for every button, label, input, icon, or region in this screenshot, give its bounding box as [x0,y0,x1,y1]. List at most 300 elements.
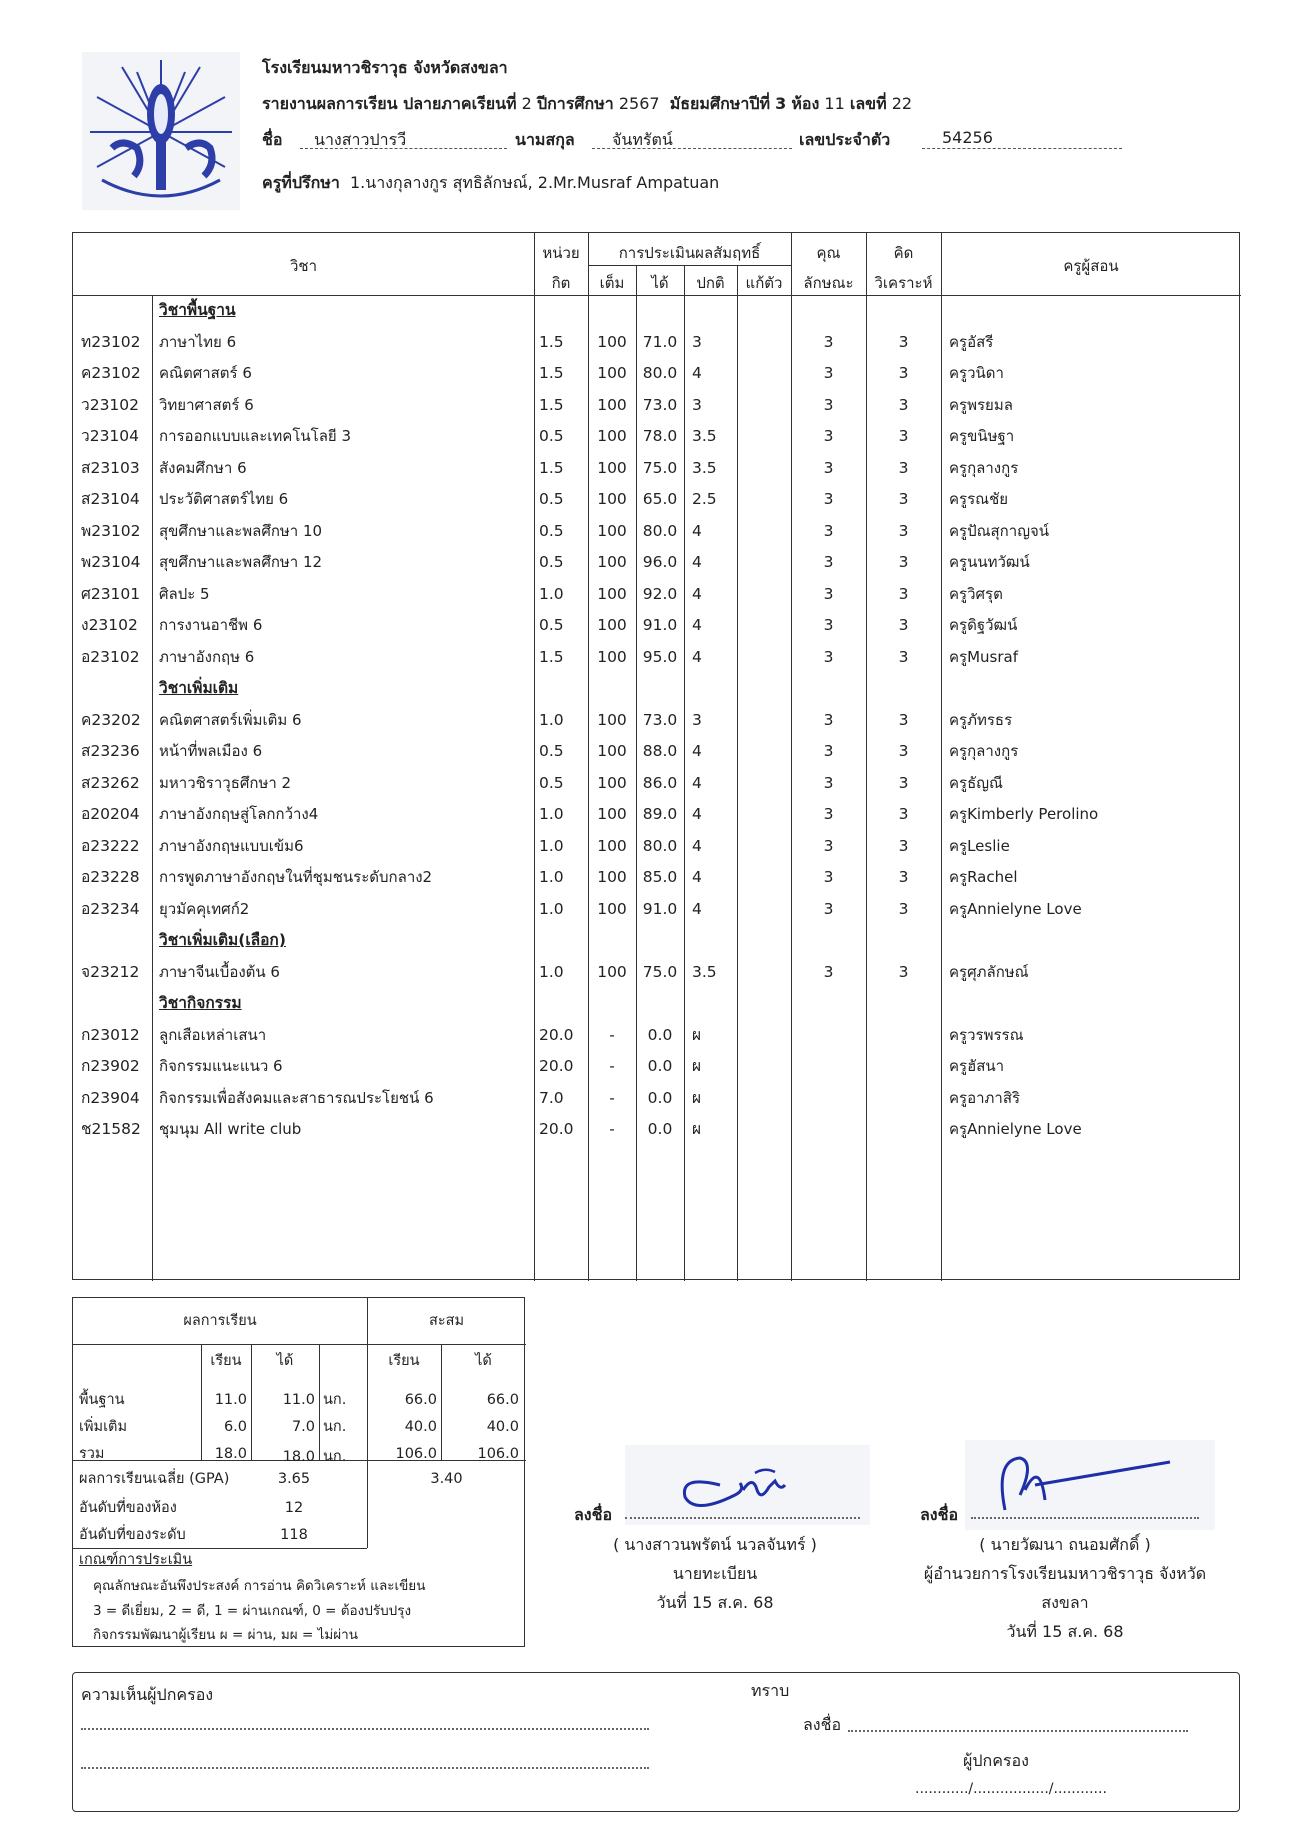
character-score: 3 [823,868,834,886]
character-score: 3 [823,395,834,414]
normal-grade: 4 [692,805,702,823]
number-value: 22 [891,94,913,113]
subject-code: พ23104 [81,553,141,571]
full-score: 100 [597,773,627,792]
summary-row-label: พื้นฐาน [79,1392,125,1408]
full-score: 100 [597,647,627,666]
character-score: 3 [823,332,834,351]
got-header: ได้ [276,1353,294,1369]
got-score: 75.0 [642,962,678,981]
teacher-name: ครูAnnielyne Love [949,899,1082,918]
normal-grade: 4 [692,616,702,634]
student-id: 54256 [942,128,993,147]
summary-acc-study: 106.0 [395,1446,437,1462]
summary-study: 18.0 [214,1446,247,1462]
subject-code: ส23236 [81,742,140,760]
teacher-name: ครูธัญณี [949,773,1003,792]
character-score: 3 [823,458,834,477]
full-score: 100 [597,553,627,571]
teacher-name: ครูกุลางกูร [949,742,1019,760]
year-value: 2567 [618,94,660,113]
full-score: 100 [597,899,627,918]
parent-sign-dots [848,1730,1188,1732]
header-assessment: การประเมินผลสัมฤทธิ์ [618,244,761,262]
normal-grade: 2.5 [692,490,717,508]
got-score: 0.0 [647,1057,673,1075]
parent-sign-label: ลงชื่อ [803,1715,842,1734]
credit-value: 0.5 [539,490,564,508]
summary-study: 11.0 [214,1392,247,1408]
criteria-line-2: 3 = ดีเยี่ยม, 2 = ดี, 1 = ผ่านเกณฑ์, 0 = ต้องปรับปรุง [93,1603,412,1619]
student-name: นางสาวปารวี [314,130,407,149]
thinking-score: 3 [898,868,909,886]
credit-value: 0.5 [539,773,564,792]
summary-unit: นก. [323,1449,347,1465]
thinking-score: 3 [898,395,909,414]
full-score: 100 [597,962,627,981]
full-score: - [609,1025,615,1044]
student-surname: จันทรัตน์ [612,130,673,149]
subject-code: อ23222 [81,836,140,855]
teacher-name: ครูภัทรธร [949,710,1013,729]
parent-date-blank: ............/................./............ [915,1781,1107,1797]
subject-code: ท23102 [81,332,141,351]
subject-code: ก23012 [81,1025,140,1044]
full-score: 100 [597,710,627,729]
full-score: 100 [597,364,627,382]
advisor-label: ครูที่ปรึกษา [262,173,340,192]
teacher-name: ครูวรพรรณ [949,1025,1024,1044]
teacher-name: ครูฮัสนา [949,1057,1005,1075]
subject-name: ภาษาอังกฤษสู่โลกกว้าง4 [159,805,319,823]
got-score: 89.0 [642,805,678,823]
credit-value: 0.5 [539,553,564,571]
subject-name: ภาษาไทย 6 [159,332,237,351]
full-score: 100 [597,490,627,508]
normal-grade: 3 [692,332,702,351]
parent-comment-box [72,1672,1240,1812]
summary-got: 18.0 [282,1449,315,1465]
got-score: 75.0 [642,458,678,477]
subject-code: ศ23101 [81,584,141,603]
character-score: 3 [823,647,834,666]
got-score: 80.0 [642,364,678,382]
normal-grade: 4 [692,868,702,886]
subject-code: จ23212 [81,962,140,981]
full-score: - [609,1120,615,1138]
got-score: 91.0 [642,616,678,634]
full-score: 100 [597,458,627,477]
summary-got: 11.0 [282,1392,315,1408]
normal-grade: 4 [692,647,702,666]
id-underline [922,148,1122,149]
subject-name: ชุมนุม All write club [159,1120,302,1138]
got-score: 92.0 [642,584,678,603]
credit-value: 1.5 [539,458,564,477]
credit-value: 0.5 [539,521,564,540]
normal-grade: 4 [692,521,702,540]
credit-value: 0.5 [539,742,564,760]
character-score: 3 [823,616,834,634]
normal-grade: ผ [692,1025,702,1044]
normal-grade: 4 [692,899,702,918]
subject-code: อ23228 [81,868,140,886]
name-underline [300,148,507,149]
year-label: ปีการศึกษา [536,94,614,113]
thinking-score: 3 [898,836,909,855]
character-score: 3 [823,584,834,603]
header-teacher: ครูผู้สอน [1063,257,1119,275]
subject-name: ยุวมัคคุเทศก์2 [159,899,250,918]
acc-got-header: ได้ [475,1353,492,1369]
normal-grade: 4 [692,364,702,382]
full-score: 100 [597,521,627,540]
teacher-name: ครูLeslie [949,836,1010,855]
student-id-label: เลขประจำตัว [799,130,891,149]
subject-name: ศิลปะ 5 [159,584,210,603]
thinking-score: 3 [898,647,909,666]
subject-code: ค23102 [81,364,141,382]
report-label: รายงานผลการเรียน ปลายภาคเรียนที่ [262,94,517,113]
semester-value: 2 [521,94,532,113]
subject-code: ส23103 [81,458,140,477]
col-divider [737,265,738,1281]
director-name: ( นายวัฒนา ถนอมศักดิ์ ) [979,1535,1151,1554]
subject-name: การงานอาชีพ 6 [159,616,263,634]
thinking-score: 3 [898,364,909,382]
header-full: เต็ม [599,274,625,292]
full-score: 100 [597,332,627,351]
thinking-score: 3 [898,962,909,981]
registrar-sign-label: ลงชื่อ [574,1505,613,1524]
credit-value: 7.0 [539,1088,564,1107]
director-sign-dots [971,1517,1199,1519]
director-title-2: สงขลา [1041,1593,1089,1612]
teacher-name: ครูอาภาสิริ [949,1088,1021,1107]
subject-name: หน้าที่พลเมือง 6 [159,742,263,760]
subject-code: ว23104 [81,427,140,445]
normal-grade: 4 [692,773,702,792]
character-score: 3 [823,490,834,508]
header-char-2: ลักษณะ [803,274,854,292]
summary-acc-study: 40.0 [404,1419,437,1435]
director-title-1: ผู้อำนวยการโรงเรียนมหาวชิราวุธ จังหวัด [923,1564,1207,1583]
col-divider [941,233,942,1281]
teacher-name: ครูMusraf [949,647,1018,666]
credit-value: 1.0 [539,962,564,981]
results-header: ผลการเรียน [183,1313,257,1329]
credit-value: 1.5 [539,647,564,666]
teacher-name: ครูขนิษฐา [949,427,1015,445]
header-char-1: คุณ [816,244,841,262]
summary-divider [319,1344,320,1460]
summary-row-label: รวม [79,1446,105,1462]
full-score: - [609,1088,615,1107]
got-score: 80.0 [642,521,678,540]
teacher-name: ครูอัสรี [949,332,994,351]
criteria-line-1: คุณลักษณะอันพึงประสงค์ การอ่าน คิดวิเคราะห์ และเขียน [93,1578,426,1594]
got-score: 88.0 [642,742,678,760]
header-subject: วิชา [289,257,318,275]
teacher-name: ครูRachel [949,868,1018,886]
school-logo [82,52,240,210]
normal-grade: ผ [692,1057,702,1075]
registrar-sign-row [574,1503,864,1528]
comment-dots-2 [81,1767,649,1769]
section-header: วิชากิจกรรม [159,994,242,1012]
character-score: 3 [823,427,834,445]
teacher-name: ครูวิศรุต [949,584,1003,603]
normal-grade: 4 [692,584,702,603]
credit-value: 20.0 [539,1025,574,1044]
acc-study-header: เรียน [388,1353,420,1369]
got-score: 0.0 [647,1120,673,1138]
full-score: 100 [597,395,627,414]
normal-grade: 4 [692,742,702,760]
section-header: วิชาเพิ่มเติม [159,679,239,697]
got-score: 0.0 [647,1025,673,1044]
normal-grade: 4 [692,553,702,571]
summary-acc-got: 40.0 [486,1419,519,1435]
subject-name: มหาวชิราวุธศึกษา 2 [159,773,292,792]
subject-name: ประวัติศาสตร์ไทย 6 [159,490,289,508]
header-think-2: วิเคราะห์ [874,274,933,292]
header-remedial: แก้ตัว [745,274,783,292]
subject-code: ก23904 [81,1088,140,1107]
full-score: 100 [597,427,627,445]
got-score: 96.0 [642,553,678,571]
subject-code: ค23202 [81,710,141,729]
subject-name: ภาษาอังกฤษ 6 [159,647,255,666]
normal-grade: 3 [692,395,702,414]
thinking-score: 3 [898,521,909,540]
character-score: 3 [823,521,834,540]
subject-name: สังคมศึกษา 6 [159,458,247,477]
got-score: 91.0 [642,899,678,918]
subject-name: สุขศึกษาและพลศึกษา 10 [159,521,323,540]
got-score: 85.0 [642,868,678,886]
credit-value: 1.0 [539,868,564,886]
subject-name: ภาษาอังกฤษแบบเข้ม6 [159,836,304,855]
subject-code: อ23234 [81,899,140,918]
normal-grade: 3.5 [692,458,717,477]
director-date: วันที่ 15 ส.ค. 68 [1006,1622,1124,1641]
subject-name: กิจกรรมเพื่อสังคมและสาธารณประโยชน์ 6 [159,1088,434,1107]
got-score: 78.0 [642,427,678,445]
thinking-score: 3 [898,616,909,634]
director-sign-row [920,1503,1220,1528]
header-divider [588,265,791,266]
got-score: 80.0 [642,836,678,855]
room-value: 11 [824,94,845,113]
got-score: 95.0 [642,647,678,666]
got-score: 0.0 [647,1088,673,1107]
teacher-name: ครูKimberly Perolino [949,805,1099,823]
summary-row-label: เพิ่มเติม [79,1419,128,1435]
grades-table [72,232,1240,1280]
teacher-name: ครูพรยมล [949,395,1013,414]
surname-label: นามสกุล [515,130,575,149]
credit-value: 20.0 [539,1057,574,1075]
summary-acc-study: 66.0 [404,1392,437,1408]
normal-grade: 4 [692,836,702,855]
criteria-title: เกณฑ์การประเมิน [79,1552,193,1568]
col-divider [684,265,685,1281]
credit-value: 1.0 [539,805,564,823]
credit-value: 1.0 [539,899,564,918]
subject-name: ลูกเสือเหล่าเสนา [159,1025,267,1044]
thinking-score: 3 [898,458,909,477]
section-header: วิชาเพิ่มเติม(เลือก) [159,931,286,949]
credit-value: 1.5 [539,395,564,414]
summary-acc-got: 106.0 [477,1446,519,1462]
full-score: 100 [597,805,627,823]
gpa-label: ผลการเรียนเฉลี่ย (GPA) [79,1471,230,1487]
advisor-line [262,171,719,196]
subject-code: ส23104 [81,490,140,508]
teacher-name: ครูนนทวัฒน์ [949,553,1030,571]
normal-grade: ผ [692,1088,702,1107]
teacher-name: ครูกุลางกูร [949,458,1019,477]
full-score: 100 [597,836,627,855]
registrar-sign-dots [625,1517,860,1519]
character-score: 3 [823,836,834,855]
normal-grade: 3.5 [692,962,717,981]
got-score: 73.0 [642,395,678,414]
got-score: 73.0 [642,710,678,729]
teacher-name: ครูรณชัย [949,490,1009,508]
normal-grade: 3 [692,710,702,729]
credit-value: 0.5 [539,427,564,445]
subject-code: ช21582 [81,1120,141,1138]
header-think-1: คิด [893,244,914,262]
thinking-score: 3 [898,899,909,918]
subject-name: การพูดภาษาอังกฤษในที่ชุมชนระดับกลาง2 [159,868,433,886]
parent-comment-label: ความเห็นผู้ปกครอง [81,1685,214,1704]
thinking-score: 3 [898,710,909,729]
character-score: 3 [823,899,834,918]
study-header: เรียน [210,1353,242,1369]
teacher-name: ครูดิฐวัฒน์ [949,616,1018,634]
credit-value: 1.5 [539,332,564,351]
thinking-score: 3 [898,773,909,792]
header-credit-1: หน่วย [542,244,580,262]
teacher-name: ครูศุภลักษณ์ [949,962,1029,981]
summary-divider [73,1548,367,1549]
registrar-name: ( นางสาวนพรัตน์ นวลจันทร์ ) [613,1535,817,1554]
subject-name: คณิตศาสตร์เพิ่มเติม 6 [159,710,302,729]
credit-value: 1.0 [539,584,564,603]
full-score: 100 [597,742,627,760]
summary-study: 6.0 [223,1419,247,1435]
got-score: 65.0 [642,490,678,508]
subject-name: กิจกรรมแนะแนว 6 [159,1057,283,1075]
thinking-score: 3 [898,742,909,760]
director-sign-label: ลงชื่อ [920,1505,959,1524]
subject-name: วิทยาศาสตร์ 6 [159,395,254,414]
full-score: 100 [597,584,627,603]
character-score: 3 [823,710,834,729]
gpa-accum-value: 3.40 [430,1471,463,1487]
col-divider [534,233,535,1281]
teacher-name: ครูAnnielyne Love [949,1120,1082,1138]
thinking-score: 3 [898,553,909,571]
number-label: เลขที่ [849,94,887,113]
summary-box [72,1297,525,1647]
header-credit-2: กิต [551,274,571,292]
grade-value: 3 [775,94,787,113]
grade-label: มัธยมศึกษาปีที่ [669,94,771,113]
normal-grade: 3.5 [692,427,717,445]
gpa-value: 3.65 [277,1471,311,1487]
character-score: 3 [823,364,834,382]
full-score: - [609,1057,615,1075]
subject-name: คณิตศาสตร์ 6 [159,364,252,382]
report-title [262,92,912,117]
normal-grade: ผ [692,1120,702,1138]
school-name: โรงเรียนมหาวชิราวุธ จังหวัดสงขลา [262,58,508,77]
character-score: 3 [823,773,834,792]
summary-acc-got: 66.0 [486,1392,519,1408]
col-divider [152,295,153,1281]
acknowledge-label: ทราบ [751,1681,790,1700]
thinking-score: 3 [898,427,909,445]
got-score: 86.0 [642,773,678,792]
thinking-score: 3 [898,584,909,603]
character-score: 3 [823,805,834,823]
name-label: ชื่อ [262,130,283,149]
subject-code: พ23102 [81,521,141,540]
registrar-title: นายทะเบียน [672,1564,758,1583]
subject-code: อ23102 [81,647,140,666]
thinking-score: 3 [898,805,909,823]
summary-unit: นก. [323,1419,347,1435]
full-score: 100 [597,868,627,886]
character-score: 3 [823,553,834,571]
subject-code: ส23262 [81,773,140,792]
full-score: 100 [597,616,627,634]
summary-divider [73,1344,526,1345]
teacher-name: ครูวนิดา [949,364,1004,382]
level-rank-label: อันดับที่ของระดับ [79,1527,186,1543]
advisor-names: 1.นางกุลางกูร สุทธิลักษณ์, 2.Mr.Musraf Ampatuan [349,173,720,192]
subject-name: การออกแบบและเทคโนโลยี 3 [159,427,351,445]
level-rank-value: 118 [280,1527,308,1543]
subject-code: ง23102 [81,616,138,634]
teacher-name: ครูปัณสุกาญจน์ [949,521,1050,540]
parent-role: ผู้ปกครอง [963,1751,1029,1770]
thinking-score: 3 [898,490,909,508]
summary-unit: นก. [323,1392,347,1408]
section-header: วิชาพื้นฐาน [159,301,236,319]
surname-underline [592,148,792,149]
character-score: 3 [823,962,834,981]
registrar-date: วันที่ 15 ส.ค. 68 [656,1593,774,1612]
comment-dots-1 [81,1728,649,1730]
got-score: 71.0 [642,332,678,351]
subject-code: ก23902 [81,1057,140,1075]
header-got: ได้ [651,274,669,292]
credit-value: 1.0 [539,836,564,855]
credit-value: 1.5 [539,364,564,382]
header-normal: ปกติ [696,274,725,292]
credit-value: 0.5 [539,616,564,634]
subject-name: ภาษาจีนเบื้องต้น 6 [159,962,280,981]
class-rank-value: 12 [284,1500,304,1516]
thinking-score: 3 [898,332,909,351]
summary-got: 7.0 [291,1419,315,1435]
room-label: ห้อง [791,94,820,113]
